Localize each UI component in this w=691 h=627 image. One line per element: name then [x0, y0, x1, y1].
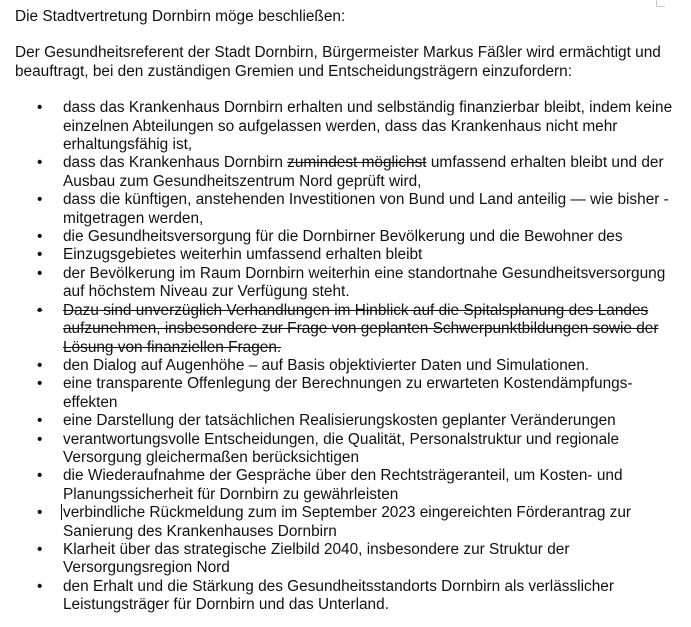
- list-item[interactable]: [15, 191, 680, 228]
- bullet: •: [37, 504, 43, 522]
- list-item[interactable]: [15, 578, 680, 615]
- document-page[interactable]: [15, 8, 680, 615]
- list-item-text[interactable]: eine Darstellung der tatsächlichen Realisierungskosten geplanter Veränderungen: [63, 412, 616, 430]
- list-item[interactable]: [15, 431, 680, 468]
- mandate-paragraph[interactable]: Der Gesundheitsreferent der Stadt Dornbirn, Bürgermeister Markus Fäßler wird ermächtigt und beauftragt, bei den zuständigen Gremien und Entscheidungsträgern einzufordern:: [15, 44, 661, 80]
- bullet: •: [37, 356, 43, 374]
- bullet: •: [37, 375, 43, 393]
- list-item[interactable]: [15, 99, 680, 154]
- bullet: •: [37, 577, 43, 595]
- list-item[interactable]: [15, 265, 680, 302]
- list-item-text[interactable]: dass das Krankenhaus Dornbirn erhalten und selbständig finanzierbar bleibt, indem keine einzelnen Abteilungen so aufgelassen werden, dass das Krankenhaus nicht mehr erhaltungsfähig ist,: [63, 99, 673, 154]
- bullet: •: [37, 228, 43, 246]
- list-item[interactable]: [15, 357, 680, 375]
- text-cursor: [61, 504, 62, 520]
- list-item-text[interactable]: den Erhalt und die Stärkung des Gesundheitsstandorts Dornbirn als verlässlicher Leistungsträger für Dornbirn und das Unterland.: [63, 577, 614, 614]
- bullet: •: [37, 467, 43, 485]
- text-after-deletion: umfassend erhalten bleibt und der Ausbau zum Gesundheitszentrum Nord geprüft wird,: [63, 154, 664, 190]
- bullet: •: [37, 154, 43, 172]
- list-item-text[interactable]: verbindliche Rückmeldung zum im September 2023 eingereichten Förderantrag zur Sanierung des Krankenhauses Dornbirn: [63, 504, 632, 540]
- page-corner-mark: [656, 0, 665, 7]
- bullet: •: [37, 540, 43, 558]
- tracked-deletion: zumindest möglichst: [287, 154, 427, 172]
- list-item[interactable]: [15, 504, 680, 541]
- list-item-text[interactable]: Klarheit über das strategische Zielbild 2040, insbesondere zur Struktur der Versorgungsregion Nord: [63, 540, 570, 577]
- list-item-text[interactable]: eine transparente Offenlegung der Berechnungen zu erwarteten Kostendämpfungs-effekten: [63, 375, 633, 411]
- list-item-text[interactable]: der Bevölkerung im Raum Dornbirn weiterhin eine standortnahe Gesundheitsversorgung auf höchstem Niveau zur Verfügung steht.: [63, 264, 666, 301]
- list-item[interactable]: [15, 228, 680, 246]
- bullet: •: [37, 264, 43, 282]
- list-item[interactable]: [15, 154, 680, 191]
- list-item[interactable]: [15, 541, 680, 578]
- motion-list: [15, 99, 680, 614]
- list-item-text[interactable]: dass die künftigen, anstehenden Investitionen von Bund und Land anteilig — wie bisher - mitgetragen werden,: [63, 191, 669, 227]
- text-before-deletion: dass das Krankenhaus Dornbirn: [63, 154, 288, 172]
- list-item-text[interactable]: Dazu sind unverzüglich Verhandlungen im Hinblick auf die Spitalsplanung des Landes aufzunehmen, insbesondere zur Frage von geplanten Schwerpunktbildungen sowie der Lösung von finanziellen Fragen.: [63, 301, 659, 356]
- list-item[interactable]: [15, 467, 680, 504]
- bullet: •: [37, 191, 43, 209]
- list-item[interactable]: [15, 246, 680, 264]
- list-item-text[interactable]: den Dialog auf Augenhöhe – auf Basis objektivierter Daten und Simulationen.: [63, 356, 590, 374]
- list-item-text[interactable]: die Gesundheitsversorgung für die Dornbirner Bevölkerung und die Bewohner des: [63, 228, 623, 246]
- bullet: •: [37, 99, 43, 117]
- list-item-text[interactable]: die Wiederaufnahme der Gespräche über den Rechtsträgeranteil, um Kosten- und Planungssicherheit für Dornbirn zu gewährleisten: [63, 467, 623, 503]
- bullet: •: [37, 412, 43, 430]
- list-item-text[interactable]: Einzugsgebietes weiterhin umfassend erhalten bleibt: [63, 246, 423, 264]
- list-item-deleted[interactable]: [15, 302, 680, 357]
- intro-paragraph[interactable]: Die Stadtvertretung Dornbirn möge beschließen:: [15, 8, 346, 25]
- list-item[interactable]: [15, 412, 680, 430]
- bullet: •: [37, 246, 43, 264]
- bullet: •: [37, 430, 43, 448]
- bullet: •: [37, 301, 43, 319]
- list-item[interactable]: [15, 375, 680, 412]
- list-item-text[interactable]: [63, 154, 664, 189]
- list-item-text[interactable]: verantwortungsvolle Entscheidungen, die Qualität, Personalstruktur und regionale Versorgung gleichermaßen berücksichtigen: [63, 430, 620, 466]
